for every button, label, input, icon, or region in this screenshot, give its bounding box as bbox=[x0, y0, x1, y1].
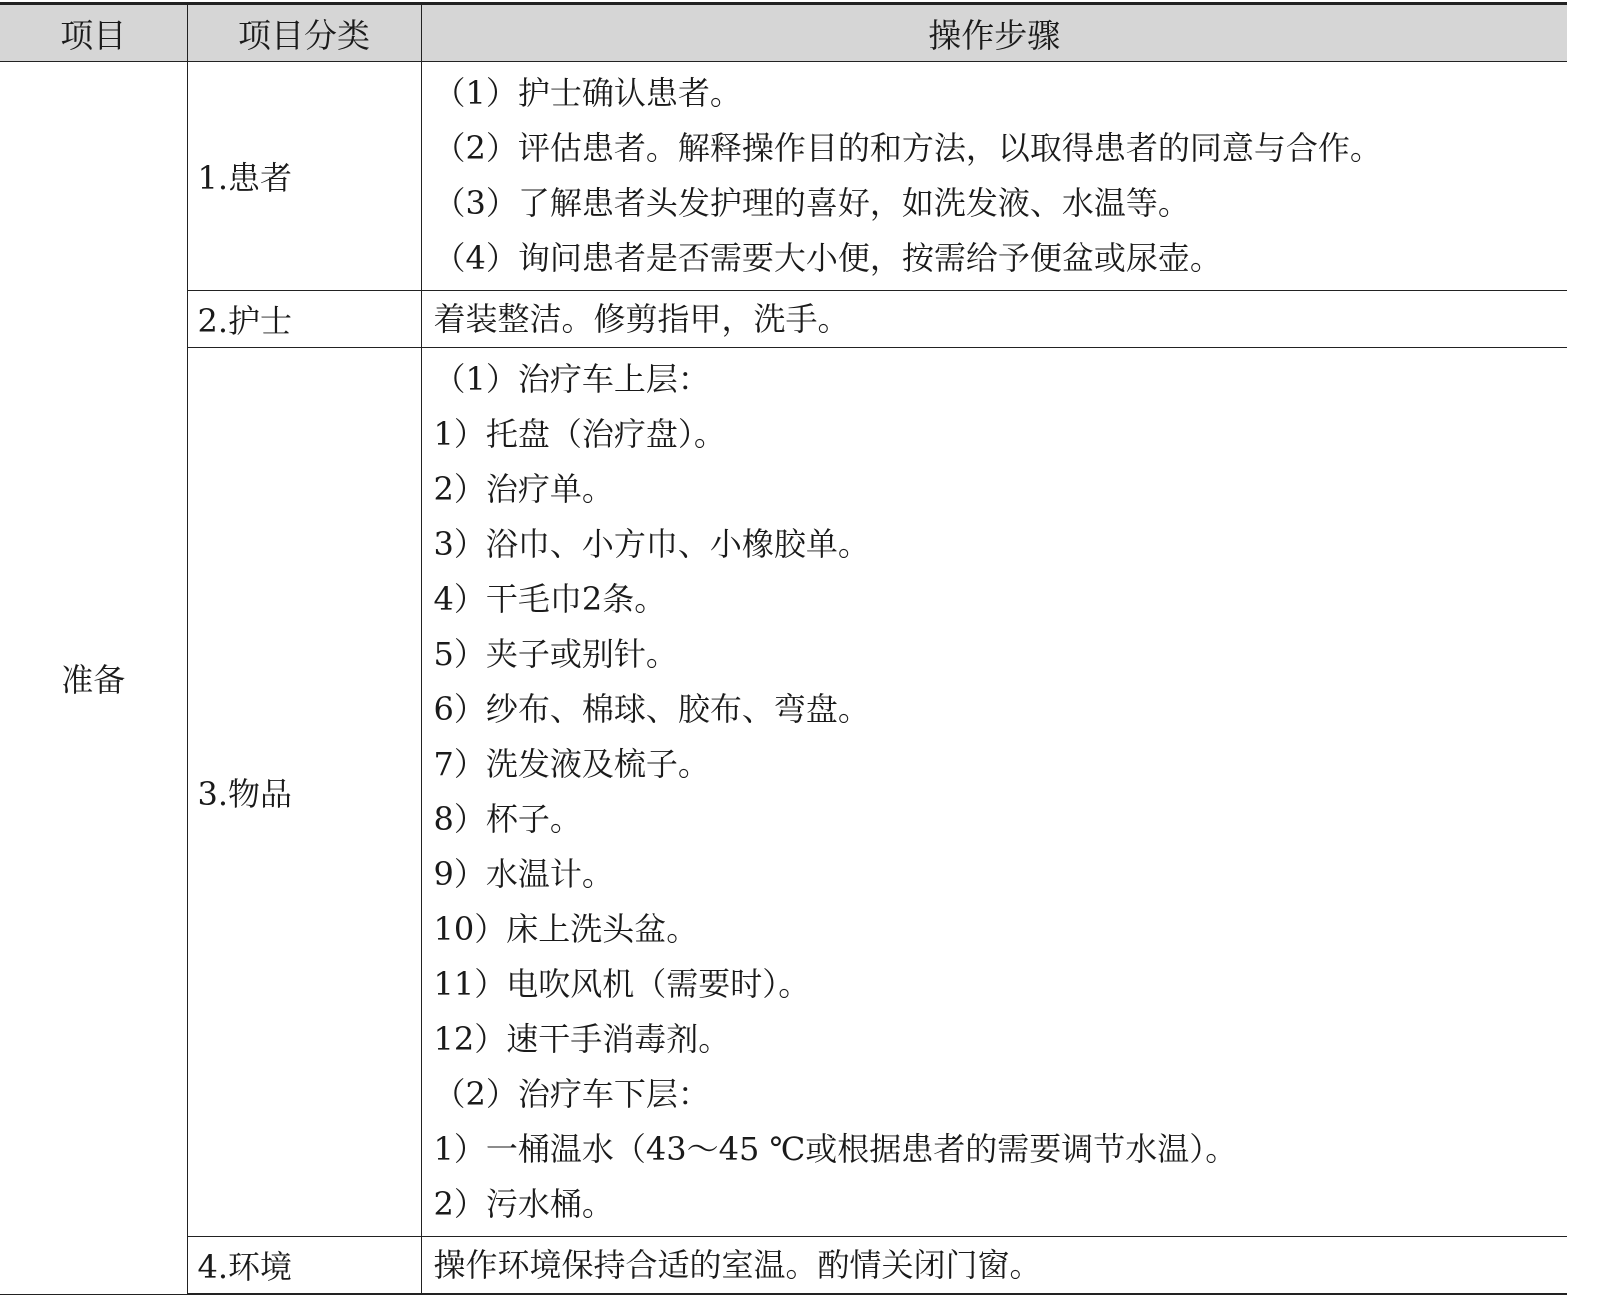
header-item: 项目 bbox=[0, 4, 187, 62]
header-steps: 操作步骤 bbox=[421, 4, 1567, 62]
table-row bbox=[0, 291, 1567, 348]
step-line: （4）询问患者是否需要大小便，按需给予便盆或尿壶。 bbox=[433, 239, 1222, 277]
category-cell: 4.环境 bbox=[187, 1237, 421, 1295]
step-line: （3）了解患者头发护理的喜好，如洗发液、水温等。 bbox=[433, 184, 1190, 222]
step-line: （1）护士确认患者。 bbox=[433, 74, 742, 112]
step-line: 11）电吹风机（需要时）。 bbox=[433, 965, 811, 1003]
step-line: 5）夹子或别针。 bbox=[433, 635, 678, 673]
step-line: 4）干毛巾2条。 bbox=[433, 580, 667, 618]
header-row bbox=[0, 4, 1567, 62]
steps-cell bbox=[421, 348, 1567, 1237]
steps-cell bbox=[421, 291, 1567, 348]
category-cell: 1.患者 bbox=[187, 62, 421, 291]
step-line: 1）托盘（治疗盘）。 bbox=[433, 415, 726, 453]
step-line: 着装整洁。修剪指甲，洗手。 bbox=[433, 300, 850, 338]
step-line: 1）一桶温水（43～45 ℃或根据患者的需要调节水温）。 bbox=[433, 1130, 1238, 1168]
step-line: 8）杯子。 bbox=[433, 800, 582, 838]
steps-cell bbox=[421, 1237, 1567, 1295]
step-line: 9）水温计。 bbox=[433, 855, 614, 893]
table-row bbox=[0, 348, 1567, 1237]
step-line: 2）污水桶。 bbox=[433, 1185, 614, 1223]
step-line: 7）洗发液及梳子。 bbox=[433, 745, 710, 783]
table-row bbox=[0, 1237, 1567, 1295]
step-line: （2）评估患者。解释操作目的和方法，以取得患者的同意与合作。 bbox=[433, 129, 1382, 167]
step-line: 6）纱布、棉球、胶布、弯盘。 bbox=[433, 690, 870, 728]
category-cell: 2.护士 bbox=[187, 291, 421, 348]
header-category: 项目分类 bbox=[187, 4, 421, 62]
step-line: 10）床上洗头盆。 bbox=[433, 910, 699, 948]
procedure-table bbox=[0, 2, 1567, 1295]
step-line: 3）浴巾、小方巾、小橡胶单。 bbox=[433, 525, 870, 563]
table-row bbox=[0, 62, 1567, 291]
step-line: 操作环境保持合适的室温。酌情关闭门窗。 bbox=[433, 1246, 1042, 1284]
item-cell: 准备 bbox=[0, 62, 187, 1295]
step-line: （2）治疗车下层： bbox=[433, 1075, 710, 1113]
step-line: 12）速干手消毒剂。 bbox=[433, 1020, 731, 1058]
step-line: 2）治疗单。 bbox=[433, 470, 614, 508]
category-cell: 3.物品 bbox=[187, 348, 421, 1237]
step-line: （1）治疗车上层： bbox=[433, 360, 710, 398]
steps-cell bbox=[421, 62, 1567, 291]
